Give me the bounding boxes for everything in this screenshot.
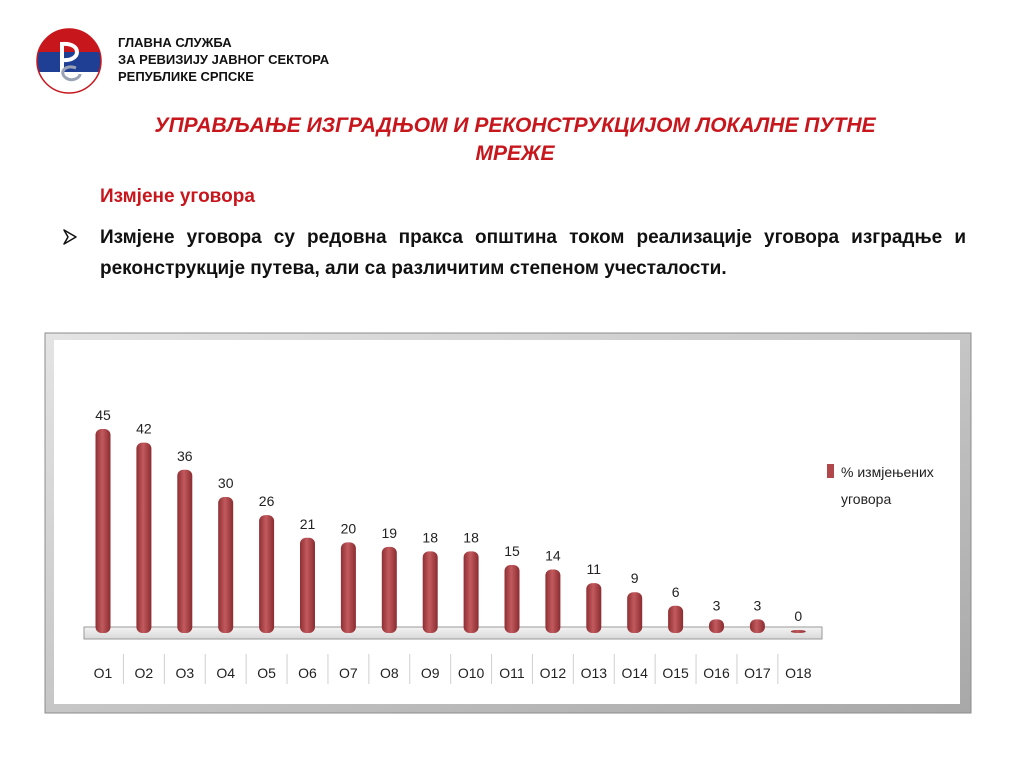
x-tick-O1: O1 <box>93 665 113 681</box>
bar-O18 <box>791 630 806 633</box>
legend-swatch <box>827 464 834 478</box>
x-tick-O13: O13 <box>580 665 608 681</box>
bar-O11 <box>505 565 520 633</box>
bar-O7 <box>341 542 356 633</box>
data-label-O18: 0 <box>794 608 803 624</box>
data-label-O16: 3 <box>712 597 721 614</box>
bar-O12 <box>545 570 560 633</box>
data-label-O11: 15 <box>504 543 520 559</box>
x-tick-O12: O12 <box>539 665 567 681</box>
data-label-O12: 14 <box>545 547 561 564</box>
x-tick-O16: O16 <box>703 665 730 681</box>
x-tick-O9: O9 <box>420 665 440 681</box>
org-line-2: ЗА РЕВИЗИЈУ ЈАВНОГ СЕКТОРА <box>118 52 330 67</box>
data-label-O10: 18 <box>463 529 479 546</box>
org-line-1: ГЛАВНА СЛУЖБА <box>118 35 232 50</box>
data-label-O3: 36 <box>177 447 193 464</box>
data-label-O1: 45 <box>95 407 111 423</box>
x-tick-O11: O11 <box>499 665 525 681</box>
bar-O4 <box>218 497 233 633</box>
org-line-3: РЕПУБЛИКЕ СРПСКЕ <box>118 69 254 84</box>
bar-O10 <box>464 551 479 633</box>
bar-O17 <box>750 619 765 633</box>
bar-O3 <box>177 470 192 633</box>
bar-O8 <box>382 547 397 633</box>
x-tick-O18: O18 <box>785 665 812 681</box>
data-label-O9: 18 <box>422 529 438 546</box>
data-label-O4: 30 <box>217 475 234 491</box>
x-tick-O10: O10 <box>457 665 485 681</box>
data-label-O6: 21 <box>299 515 316 532</box>
slide-title-line-2: МРЕЖЕ <box>475 142 555 165</box>
data-label-O17: 3 <box>753 597 762 614</box>
bar-O2 <box>136 443 151 633</box>
bar-chart <box>44 332 972 714</box>
x-tick-O17: O17 <box>744 665 771 681</box>
x-tick-O4: O4 <box>216 665 236 681</box>
bar-O16 <box>709 619 724 633</box>
bar-O6 <box>300 538 315 633</box>
arrowhead-bullet-icon <box>62 229 78 245</box>
data-label-O14: 9 <box>630 570 639 587</box>
bar-O14 <box>627 592 642 633</box>
data-label-O13: 11 <box>586 561 602 578</box>
audit-office-logo-icon <box>36 28 102 94</box>
legend-label-line-1: % измјењених <box>841 464 934 480</box>
x-tick-O3: O3 <box>175 665 195 681</box>
data-label-O15: 6 <box>671 583 680 600</box>
bullet-text: Измјене уговора су редовна пракса општина током реализације уговора изградње и реконструкције путева, али са различитим степеном учесталости. <box>100 227 966 279</box>
bar-O5 <box>259 515 274 633</box>
data-label-O8: 19 <box>381 524 398 541</box>
slide-title <box>40 112 990 168</box>
x-tick-O5: O5 <box>257 665 276 681</box>
x-tick-O6: O6 <box>298 665 317 681</box>
data-label-O7: 20 <box>340 520 357 537</box>
data-label-O2: 42 <box>136 420 152 437</box>
x-tick-O2: O2 <box>134 665 154 681</box>
slide-title-line-1: УПРАВЉАЊЕ ИЗГРАДЊОМ И РЕКОНСТРУКЦИЈОМ ЛОКАЛНЕ ПУТНЕ <box>154 114 876 137</box>
x-tick-O15: O15 <box>662 665 689 681</box>
bar-O13 <box>586 583 601 633</box>
legend-label-line-2: уговора <box>841 491 892 507</box>
organization-name <box>118 34 329 85</box>
x-tick-O8: O8 <box>379 665 399 681</box>
bar-O9 <box>423 551 438 633</box>
slide-subtitle: Измјене уговора <box>100 186 255 207</box>
x-tick-O14: O14 <box>621 665 648 681</box>
bullet-point <box>62 222 966 284</box>
x-tick-O7: O7 <box>339 665 358 681</box>
bar-O1 <box>96 429 111 633</box>
data-label-O5: 26 <box>258 493 275 510</box>
bar-O15 <box>668 606 683 633</box>
